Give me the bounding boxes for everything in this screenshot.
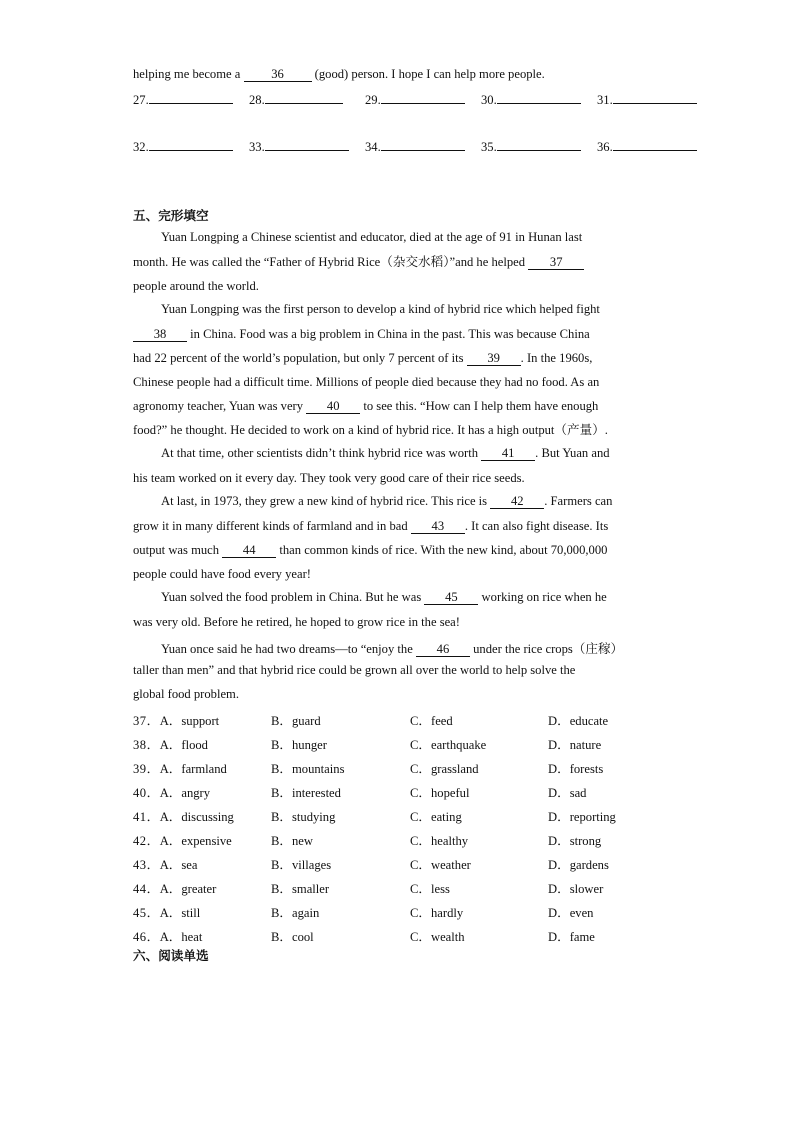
question-number: 37．	[133, 714, 160, 728]
answer-slot[interactable]	[365, 137, 465, 155]
passage-line: Chinese people had a difficult time. Millions of people died because they had no food. As an	[133, 375, 600, 389]
answer-blank[interactable]	[265, 137, 349, 151]
answer-number: 30.	[481, 93, 497, 107]
option-a[interactable]: A．expensive	[159, 834, 232, 848]
option-d[interactable]: D．educate	[548, 714, 609, 728]
option-c[interactable]: C．hardly	[410, 906, 464, 920]
passage-line: was very old. Before he retired, he hoped to grow rice in the sea!	[133, 615, 460, 629]
option-c[interactable]: C．weather	[410, 858, 471, 872]
answer-number: 34.	[365, 140, 381, 154]
question-number: 45．	[133, 906, 160, 920]
text-segment: helping me become a	[133, 67, 241, 81]
text-segment: . Farmers can	[544, 494, 613, 508]
passage-line	[133, 254, 584, 270]
option-a[interactable]: A．angry	[159, 786, 211, 800]
option-c[interactable]: C．feed	[410, 714, 453, 728]
option-d[interactable]: D．sad	[548, 786, 587, 800]
answer-blank[interactable]	[265, 90, 343, 104]
question-number: 41．	[133, 810, 160, 824]
text-segment: Yuan once said he had two dreams—to “enjoy the	[161, 642, 413, 656]
text-segment: in China. Food was a big problem in China in the past. This was because China	[190, 327, 590, 341]
passage-line: taller than men” and that hybrid rice could be grown all over the world to help solve the	[133, 663, 576, 677]
passage-line: people could have food every year!	[133, 567, 311, 581]
text-segment: under the rice crops（庄稼）	[473, 642, 624, 656]
option-row	[133, 902, 733, 918]
blank-41: 41	[481, 446, 535, 461]
option-c[interactable]: C．earthquake	[410, 738, 487, 752]
option-b[interactable]: B．mountains	[271, 762, 345, 776]
option-b[interactable]: B．villages	[271, 858, 332, 872]
blank-44: 44	[222, 543, 276, 558]
answer-blank[interactable]	[149, 137, 233, 151]
passage-line: food?” he thought. He decided to work on a kind of hybrid rice. It has a high output（产量）.	[133, 423, 608, 437]
option-d[interactable]: D．gardens	[548, 858, 609, 872]
text-segment: to see this. “How can I help them have enough	[363, 399, 599, 413]
option-d[interactable]: D．strong	[548, 834, 602, 848]
text-segment: (good) person. I hope I can help more people.	[314, 67, 545, 81]
blank-36: 36	[244, 67, 312, 82]
passage-line: global food problem.	[133, 687, 239, 701]
question-number: 39．	[133, 762, 160, 776]
option-b[interactable]: B．again	[271, 906, 320, 920]
option-b[interactable]: B．hunger	[271, 738, 327, 752]
passage-line	[161, 446, 610, 461]
option-c[interactable]: C．grassland	[410, 762, 479, 776]
answer-number: 28.	[249, 93, 265, 107]
passage-line: his team worked on it every day. They took very good care of their rice seeds.	[133, 471, 525, 485]
text-segment: had 22 percent of the world’s population, but only 7 percent of its	[133, 351, 464, 365]
passage-line: Yuan Longping a Chinese scientist and educator, died at the age of 91 in Hunan last	[161, 230, 583, 244]
option-row	[133, 854, 733, 870]
option-a[interactable]: A．greater	[159, 882, 217, 896]
text-segment: . But Yuan and	[535, 446, 610, 460]
option-a[interactable]: A．discussing	[159, 810, 234, 824]
option-a[interactable]: A．heat	[159, 930, 203, 944]
option-d[interactable]: D．slower	[548, 882, 604, 896]
option-b[interactable]: B．new	[271, 834, 313, 848]
option-d[interactable]: D．fame	[548, 930, 595, 944]
blank-43: 43	[411, 519, 465, 534]
passage-line	[161, 590, 607, 605]
text-segment: . In the 1960s,	[520, 351, 593, 365]
answer-number: 36.	[597, 140, 613, 154]
question-number: 46．	[133, 930, 160, 944]
answer-number: 32.	[133, 140, 149, 154]
blank-46: 46	[416, 642, 470, 657]
question-number: 43．	[133, 858, 160, 872]
text-segment: At last, in 1973, they grew a new kind of hybrid rice. This rice is	[161, 494, 488, 508]
text-segment: Yuan solved the food problem in China. But he was	[161, 590, 422, 604]
answer-slot[interactable]	[481, 137, 581, 155]
text-segment: than common kinds of rice. With the new kind, about 70,000,000	[279, 543, 608, 557]
answer-blank[interactable]	[149, 90, 233, 104]
text-segment: output was much	[133, 543, 220, 557]
section-title-cloze: 五、完形填空	[133, 208, 209, 223]
section-title-reading: 六、阅读单选	[133, 948, 209, 963]
option-row	[133, 710, 733, 726]
option-a[interactable]: A．farmland	[159, 762, 227, 776]
passage-line	[133, 326, 590, 342]
option-a[interactable]: A．sea	[159, 858, 198, 872]
question-number: 42．	[133, 834, 160, 848]
text-segment: working on rice when he	[481, 590, 607, 604]
passage-line	[161, 638, 623, 657]
option-a[interactable]: A．support	[159, 714, 220, 728]
option-c[interactable]: C．less	[410, 882, 450, 896]
blank-40: 40	[306, 399, 360, 414]
answer-number: 31.	[597, 93, 613, 107]
option-b[interactable]: B．studying	[271, 810, 336, 824]
option-row	[133, 830, 733, 846]
passage-line	[133, 350, 592, 366]
option-row	[133, 782, 733, 798]
answer-number: 33.	[249, 140, 265, 154]
option-row	[133, 806, 733, 822]
question-number: 38．	[133, 738, 160, 752]
blank-37: 37	[528, 255, 584, 270]
answer-blank[interactable]	[381, 137, 465, 151]
passage-line: Yuan Longping was the first person to develop a kind of hybrid rice which helped fight	[161, 302, 600, 316]
blank-45: 45	[424, 590, 478, 605]
option-d[interactable]: D．nature	[548, 738, 602, 752]
answer-slot[interactable]	[249, 137, 349, 155]
answer-number: 29.	[365, 93, 381, 107]
option-d[interactable]: D．forests	[548, 762, 604, 776]
answer-number: 27.	[133, 93, 149, 107]
answer-blank[interactable]	[497, 137, 581, 151]
option-row	[133, 878, 733, 894]
answer-slot[interactable]	[481, 90, 581, 108]
question-number: 44．	[133, 882, 160, 896]
text-segment: grow it in many different kinds of farmland and in bad	[133, 519, 408, 533]
passage-line: people around the world.	[133, 279, 259, 293]
text-segment: agronomy teacher, Yuan was very	[133, 399, 304, 413]
option-b[interactable]: B．smaller	[271, 882, 330, 896]
option-row	[133, 926, 733, 942]
answer-blank[interactable]	[613, 90, 697, 104]
answer-blank[interactable]	[381, 90, 465, 104]
option-c[interactable]: C．hopeful	[410, 786, 470, 800]
option-row	[133, 734, 733, 750]
text-segment: At that time, other scientists didn’t think hybrid rice was worth	[161, 446, 479, 460]
text-line	[133, 66, 545, 82]
passage-line	[133, 398, 598, 414]
passage-line	[133, 518, 608, 534]
answer-slot[interactable]	[133, 137, 233, 155]
option-d[interactable]: D．even	[548, 906, 594, 920]
text-segment: month. He was called the “Father of Hybrid Rice（杂交水稻）”and he helped	[133, 255, 526, 269]
answer-slot[interactable]	[249, 90, 343, 108]
passage-line	[161, 494, 612, 509]
answer-slot[interactable]	[597, 137, 697, 155]
passage-line	[133, 542, 607, 558]
option-a[interactable]: A．flood	[159, 738, 208, 752]
option-c[interactable]: C．wealth	[410, 930, 465, 944]
question-number: 40．	[133, 786, 160, 800]
answer-blank[interactable]	[497, 90, 581, 104]
option-b[interactable]: B．cool	[271, 930, 314, 944]
option-d[interactable]: D．reporting	[548, 810, 616, 824]
option-c[interactable]: C．eating	[410, 810, 462, 824]
answer-slot[interactable]	[597, 90, 697, 108]
text-segment: . It can also fight disease. Its	[464, 519, 609, 533]
blank-39: 39	[467, 351, 521, 366]
option-row	[133, 758, 733, 774]
option-c[interactable]: C．healthy	[410, 834, 469, 848]
answer-blank[interactable]	[613, 137, 697, 151]
option-b[interactable]: B．interested	[271, 786, 341, 800]
option-a[interactable]: A．still	[159, 906, 201, 920]
answer-number: 35.	[481, 140, 497, 154]
answer-row	[133, 90, 703, 106]
blank-38: 38	[133, 327, 187, 342]
answer-row	[133, 137, 703, 153]
option-b[interactable]: B．guard	[271, 714, 321, 728]
answer-slot[interactable]	[133, 90, 233, 108]
answer-slot[interactable]	[365, 90, 465, 108]
blank-42: 42	[490, 494, 544, 509]
